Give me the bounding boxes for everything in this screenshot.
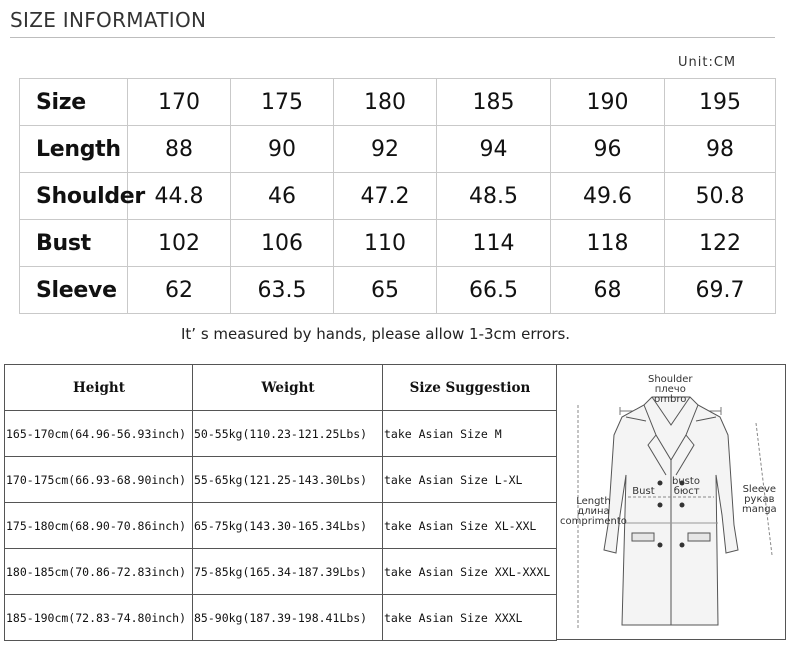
table-cell: 106: [231, 220, 334, 267]
table-cell: 44.8: [128, 173, 231, 220]
table-cell: 55-65kg(121.25-143.30Lbs): [193, 457, 383, 503]
shoulder-label: Shoulder плечо ombro: [648, 374, 693, 405]
table-cell: 48.5: [437, 173, 551, 220]
row-label: Bust: [20, 220, 128, 267]
table-cell: take Asian Size XXXL: [383, 595, 557, 641]
coat-measurement-diagram: [556, 364, 786, 640]
table-row: [5, 411, 557, 457]
table-cell: 102: [128, 220, 231, 267]
size-suggestion-table: [4, 364, 557, 641]
column-header-weight: Weight: [193, 365, 383, 411]
table-cell: 68: [551, 267, 665, 314]
table-cell: 62: [128, 267, 231, 314]
table-cell: take Asian Size L-XL: [383, 457, 557, 503]
table-cell: 47.2: [334, 173, 437, 220]
column-header-size-suggestion: Size Suggestion: [383, 365, 557, 411]
unit-label: Unit:CM: [678, 55, 737, 70]
table-row: [5, 503, 557, 549]
table-cell: take Asian Size M: [383, 411, 557, 457]
table-cell: 85-90kg(187.39-198.41Lbs): [193, 595, 383, 641]
table-cell: 180: [334, 79, 437, 126]
title-divider: [10, 37, 775, 38]
table-cell: 50.8: [665, 173, 776, 220]
table-cell: 190: [551, 79, 665, 126]
table-cell: 90: [231, 126, 334, 173]
table-cell: take Asian Size XXL-XXXL: [383, 549, 557, 595]
table-cell: 175-180cm(68.90-70.86inch): [5, 503, 193, 549]
table-cell: 165-170cm(64.96-56.93inch): [5, 411, 193, 457]
table-cell: 65-75kg(143.30-165.34Lbs): [193, 503, 383, 549]
table-cell: 69.7: [665, 267, 776, 314]
table-row: [5, 457, 557, 503]
table-cell: 175: [231, 79, 334, 126]
table-cell: 185: [437, 79, 551, 126]
row-label: Shoulder: [20, 173, 128, 220]
table-cell: 66.5: [437, 267, 551, 314]
column-header-height: Height: [5, 365, 193, 411]
table-cell: 92: [334, 126, 437, 173]
table-row: [20, 267, 776, 314]
table-cell: 46: [231, 173, 334, 220]
row-label: Size: [20, 79, 128, 126]
table-cell: 114: [437, 220, 551, 267]
table-row: [20, 79, 776, 126]
table-cell: take Asian Size XL-XXL: [383, 503, 557, 549]
sleeve-label: Sleeve рукав manga: [742, 484, 777, 515]
table-cell: 75-85kg(165.34-187.39Lbs): [193, 549, 383, 595]
table-cell: 110: [334, 220, 437, 267]
table-cell: 170-175cm(66.93-68.90inch): [5, 457, 193, 503]
row-label: Length: [20, 126, 128, 173]
table-cell: 63.5: [231, 267, 334, 314]
table-cell: 88: [128, 126, 231, 173]
table-row: [20, 126, 776, 173]
table-cell: 96: [551, 126, 665, 173]
page-title: SIZE INFORMATION: [10, 8, 207, 32]
table-cell: 94: [437, 126, 551, 173]
bust-label: busto Bust бюст: [632, 476, 700, 497]
table-row: [20, 220, 776, 267]
table-row: [20, 173, 776, 220]
table-cell: 65: [334, 267, 437, 314]
table-header-row: [5, 365, 557, 411]
measurement-note: It’ s measured by hands, please allow 1-3cm errors.: [181, 325, 571, 343]
table-cell: 50-55kg(110.23-121.25Lbs): [193, 411, 383, 457]
table-cell: 185-190cm(72.83-74.80inch): [5, 595, 193, 641]
table-cell: 98: [665, 126, 776, 173]
table-cell: 170: [128, 79, 231, 126]
table-cell: 195: [665, 79, 776, 126]
row-label: Sleeve: [20, 267, 128, 314]
table-cell: 122: [665, 220, 776, 267]
table-cell: 49.6: [551, 173, 665, 220]
table-cell: 118: [551, 220, 665, 267]
table-row: [5, 595, 557, 641]
size-chart-table: [19, 78, 776, 314]
length-label: Length длина comprimento: [560, 496, 627, 527]
table-cell: 180-185cm(70.86-72.83inch): [5, 549, 193, 595]
table-row: [5, 549, 557, 595]
